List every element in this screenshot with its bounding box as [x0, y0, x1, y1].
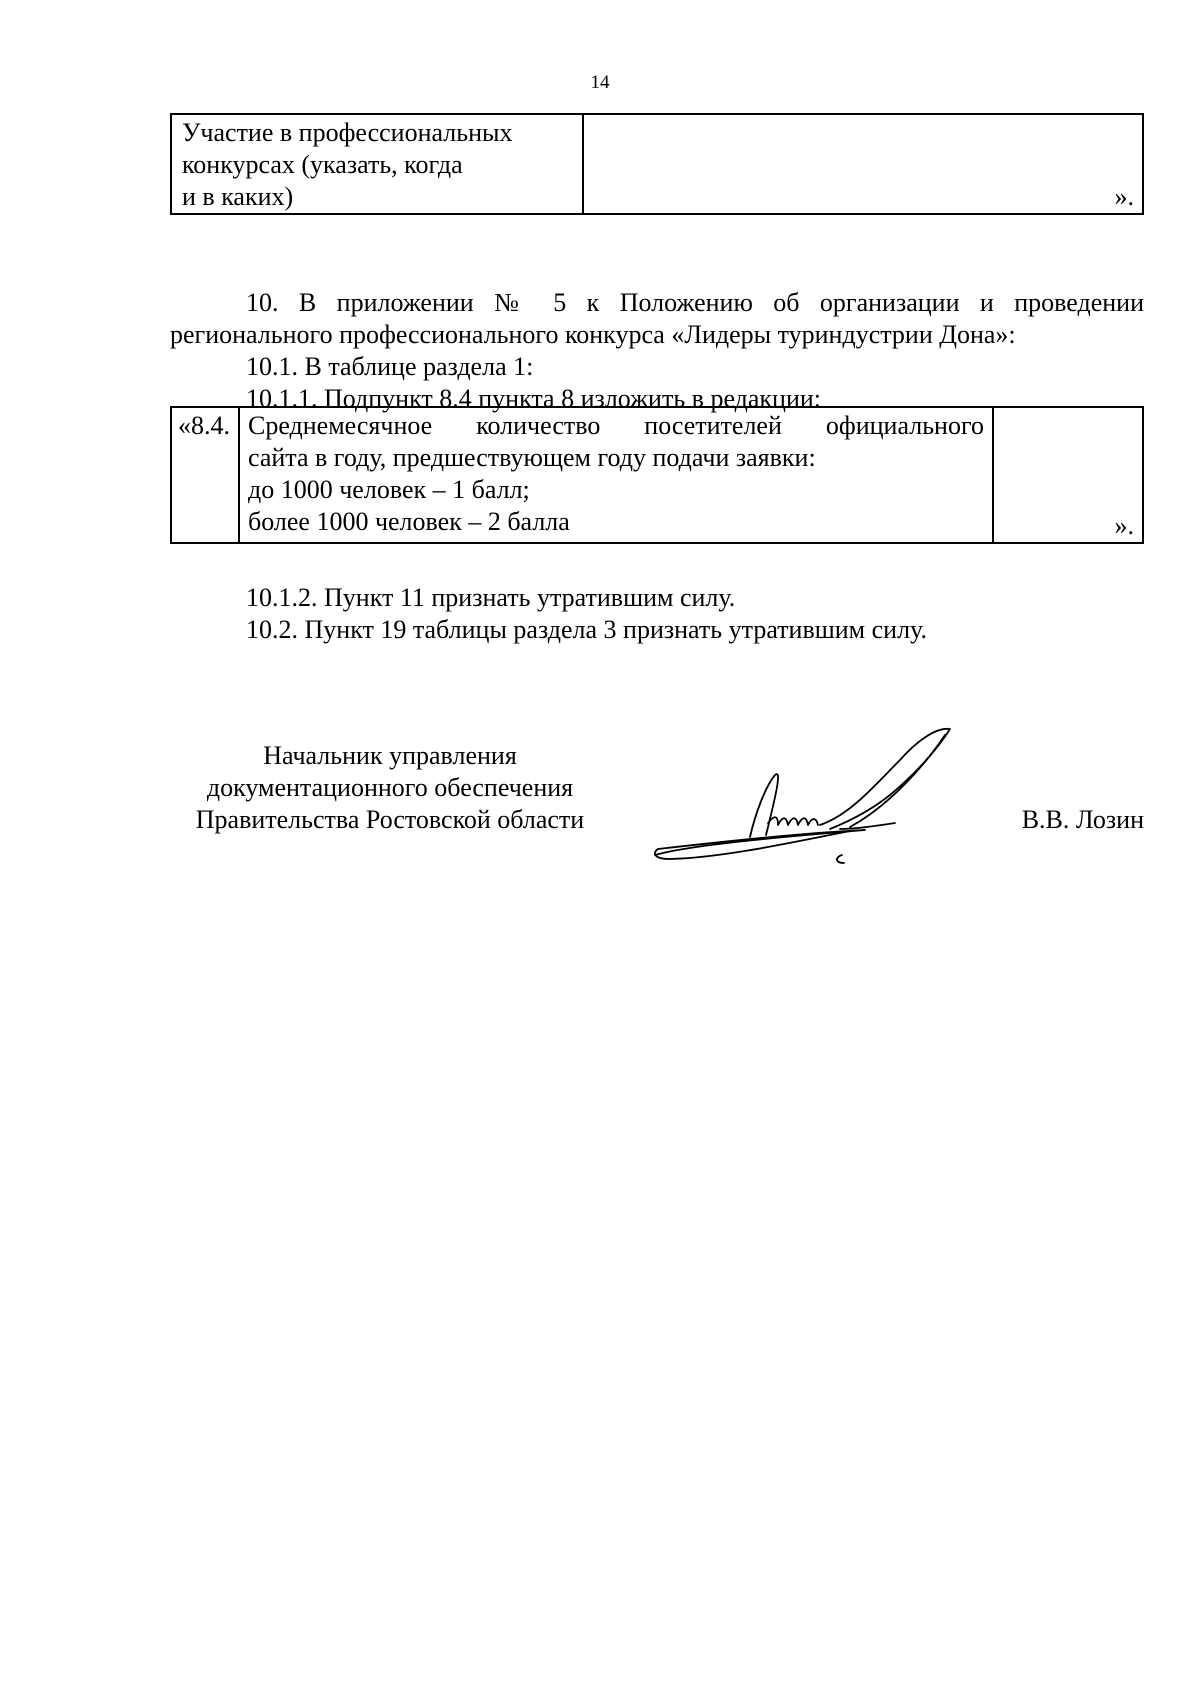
cell-line: сайта в году, предшествующем году подачи заявки:	[248, 443, 816, 472]
paragraph-10-1-2: 10.1.2. Пункт 11 признать утратившим силу.	[246, 583, 736, 612]
cell-line: до 1000 человек – 1 балл;	[248, 475, 530, 504]
cell-line: Среднемесячное количество посетителей официального	[248, 411, 984, 440]
signatory-title-line: Правительства Ростовской области	[195, 805, 585, 834]
table-cell-label	[171, 114, 583, 214]
table-cell-value	[583, 114, 1143, 214]
paragraph-10-2: 10.2. Пункт 19 таблицы раздела 3 признать утратившим силу.	[246, 615, 927, 644]
table-cell-number: «8.4.	[171, 407, 239, 543]
closing-quote: ».	[1114, 182, 1134, 211]
signatory-title-line: Начальник управления	[263, 741, 517, 770]
table-row	[171, 407, 1143, 543]
table-row	[171, 114, 1143, 214]
signatory-title	[170, 740, 610, 836]
cell-line: конкурсах (указать, когда	[182, 150, 463, 179]
paragraph-10-1: 10.1. В таблице раздела 1:	[246, 352, 534, 381]
handwritten-signature	[650, 725, 980, 865]
paragraph-10-line2: регионального профессионального конкурса «Лидеры туриндустрии Дона»:	[170, 320, 1016, 349]
paragraph-10-1-1: 10.1.1. Подпункт 8.4 пункта 8 изложить в редакции:	[246, 384, 822, 413]
table-item-8-4	[170, 406, 1144, 544]
signatory-name: В.В. Лозин	[1021, 805, 1144, 834]
table-experience	[170, 113, 1144, 215]
closing-quote: ».	[1114, 511, 1134, 540]
cell-line: более 1000 человек – 2 балла	[248, 507, 570, 536]
paragraph-10-line1: 10. В приложении № 5 к Положению об организации и проведении	[246, 288, 1144, 317]
table-cell-text	[239, 407, 993, 543]
page-number: 14	[590, 72, 610, 93]
cell-line: Участие в профессиональных	[182, 118, 513, 147]
table-cell-value	[993, 407, 1143, 543]
cell-line: и в каких)	[182, 182, 294, 211]
signatory-title-line: документационного обеспечения	[206, 773, 574, 802]
